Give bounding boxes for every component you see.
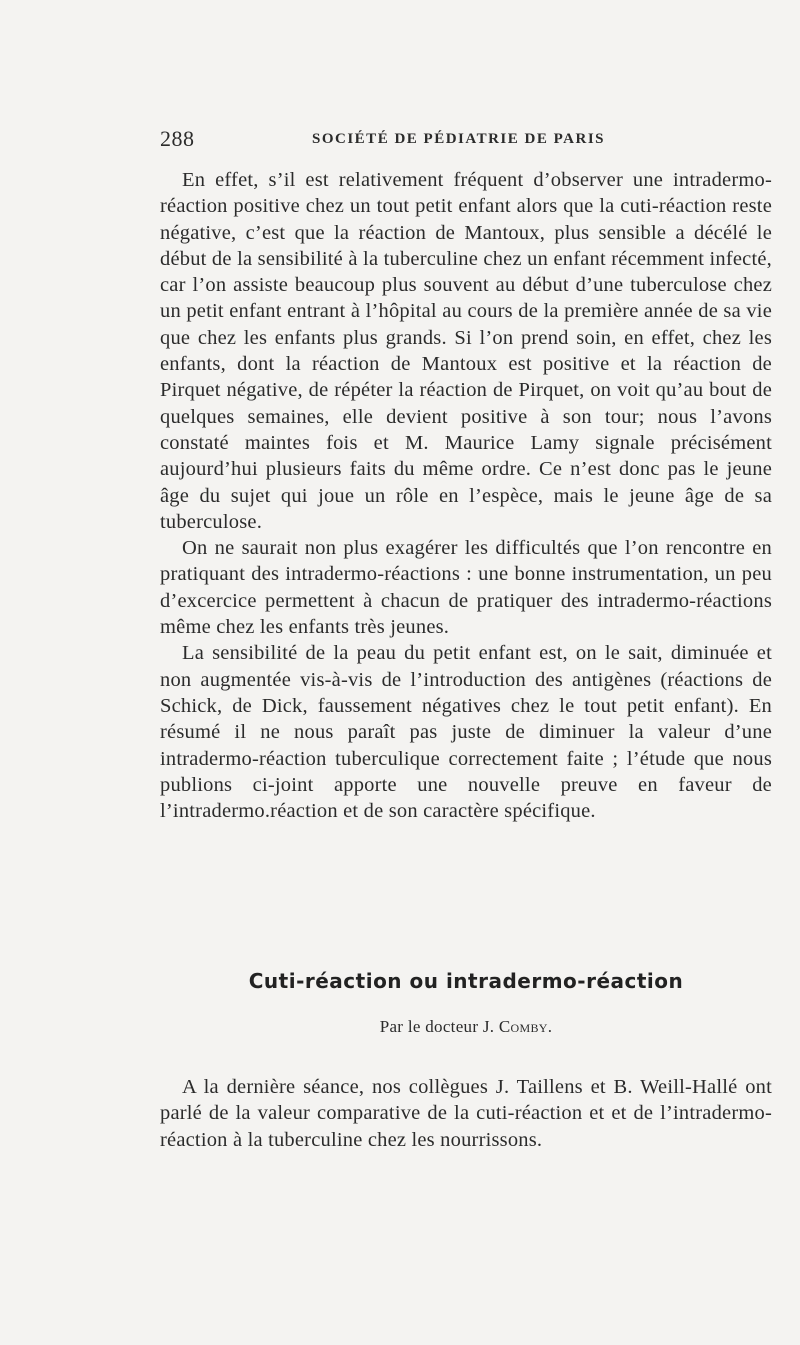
- body-text: [160, 167, 772, 824]
- section-heading: Cuti-réaction ou intradermo-réaction: [248, 969, 684, 993]
- byline: [160, 1017, 772, 1037]
- paragraph: La sensibilité de la peau du petit enfant est, on le sait, diminuée et non augmentée vis-à-vis de l’introduction des antigènes (réactions de Schick, de Dick, faussement négatives chez le tout petit enfant). En résumé il ne nous paraît pas juste de diminuer la valeur d’une intradermo-réaction tuberculique correctement faite ; l’étude que nous publions ci-joint apporte une nouvelle preuve en faveur de l’intradermo.réaction et de son caractère spécifique.: [160, 642, 772, 823]
- paragraph: On ne saurait non plus exagérer les difficultés que l’on rencontre en pratiquant des intradermo-réactions : une bonne instrumentation, un peu d’excercice permettent à chacun de pratiquer des intradermo-réactions même chez les enfants très jeunes.: [160, 537, 772, 639]
- paragraph: A la dernière séance, nos collègues J. Taillens et B. Weill-Hallé ont parlé de la valeur comparative de la cuti-réaction et et de l’intradermo-réaction à la tuberculine chez les nourrissons.: [160, 1076, 772, 1151]
- page-number: 288: [160, 126, 195, 151]
- byline-prefix: Par le docteur J.: [379, 1017, 499, 1036]
- paragraph: En effet, s’il est relativement fréquent d’observer une intradermo-réaction positive chez un tout petit enfant alors que la cuti-réaction reste négative, c’est que la réaction de Mantoux, plus sensible a décélé le début de la sensibilité à la tuberculine chez un enfant récemment infecté, car l’on assiste beaucoup plus souvent au début d’une tuberculose chez un petit enfant entrant à l’hôpital au cours de la première année de sa vie que chez les enfants plus grands. Si l’on prend soin, en effet, chez les enfants, dont la réaction de Mantoux est positive et la réaction de Pirquet négative, de répéter la réaction de Pirquet, on voit qu’au bout de quelques semaines, elle devient positive à son tour; nous l’avons constaté maintes fois et M. Maurice Lamy signale précisément aujourd’hui plusieurs faits du même ordre. Ce n’est donc pas le jeune âge du sujet qui joue un rôle en l’espèce, mais le jeune âge de sa tuberculose.: [160, 169, 772, 533]
- running-title: SOCIÉTÉ DE PÉDIATRIE DE PARIS: [312, 131, 605, 147]
- section-body-text: [160, 1074, 772, 1153]
- byline-author: Comby.: [498, 1017, 553, 1036]
- running-head: [160, 126, 780, 156]
